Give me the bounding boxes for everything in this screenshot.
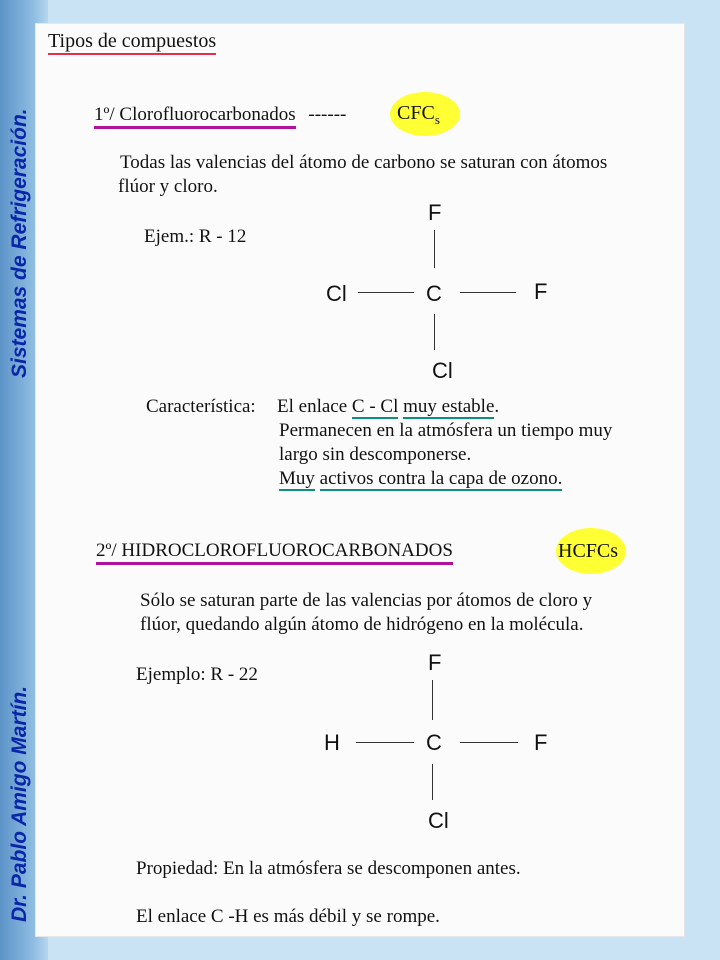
cfc-badge-text: CFC [397,102,435,124]
section1-line2: flúor y cloro. [118,176,218,197]
r22-bottom-atom: Cl [428,808,449,833]
section2-line1: Sólo se saturan parte de las valencias por átomos de cloro y [140,590,593,611]
section2-heading-text: 2º/ HIDROCLOROFLUOROCARBONADOS [96,540,453,565]
r22-bond-right [460,742,518,743]
document-page [36,24,684,936]
r22-bond-bottom [432,764,433,800]
char-line1 [277,396,499,418]
r12-bottom-atom: Cl [432,358,453,383]
cfc-badge [397,102,440,128]
hcfc-badge: HCFCs [558,540,619,562]
r22-center-atom: C [426,730,442,755]
char1-stable: muy estable [403,396,495,417]
section1-line1: Todas las valencias del átomo de carbono se saturan con átomos [120,152,608,173]
char4-muy: Muy [279,468,315,489]
page-title: Tipos de compuestos [48,30,216,55]
r12-left-atom: Cl [326,281,347,306]
r22-top-atom: F [428,650,442,675]
r22-bond-top [432,680,433,720]
sidebar-author: Dr. Pablo Amigo Martín. [8,685,31,922]
char1-end: . [494,396,500,417]
char1-pre: El enlace [277,396,348,417]
section1-heading [94,104,346,126]
section2-property: Propiedad: En la atmósfera se descomponen antes. [136,858,521,879]
section2-line2: flúor, quedando algún átomo de hidrógeno en la molécula. [140,614,584,635]
r12-bond-right [460,292,516,293]
section2-example: Ejemplo: R - 22 [136,664,258,685]
section1-heading-text: 1º/ Clorofluorocarbonados [94,104,296,129]
char4-activos: activos contra la capa de ozono. [319,468,563,489]
section1-example: Ejem.: R - 12 [144,226,247,247]
r12-center-atom: C [426,281,442,306]
char-label: Característica: [146,396,256,417]
r12-top-atom: F [428,200,442,225]
char-line2: Permanecen en la atmósfera un tiempo muy [279,420,613,441]
char-line4 [279,468,562,490]
r22-bond-left [356,742,414,743]
r12-bond-top [434,230,435,268]
section2-bond-note: El enlace C -H es más débil y se rompe. [136,906,440,927]
section1-dashes: ------ [308,104,347,125]
sidebar-title: Sistemas de Refrigeración. [8,108,31,378]
r12-right-atom: F [534,279,548,304]
char1-bond: C - Cl [351,396,399,417]
r22-right-atom: F [534,730,548,755]
section2-heading [96,540,453,562]
cfc-badge-sub: s [434,112,440,127]
r12-bond-left [358,292,414,293]
char-line3: largo sin descomponerse. [279,444,472,465]
r22-left-atom: H [324,730,340,755]
r12-bond-bottom [434,314,435,350]
